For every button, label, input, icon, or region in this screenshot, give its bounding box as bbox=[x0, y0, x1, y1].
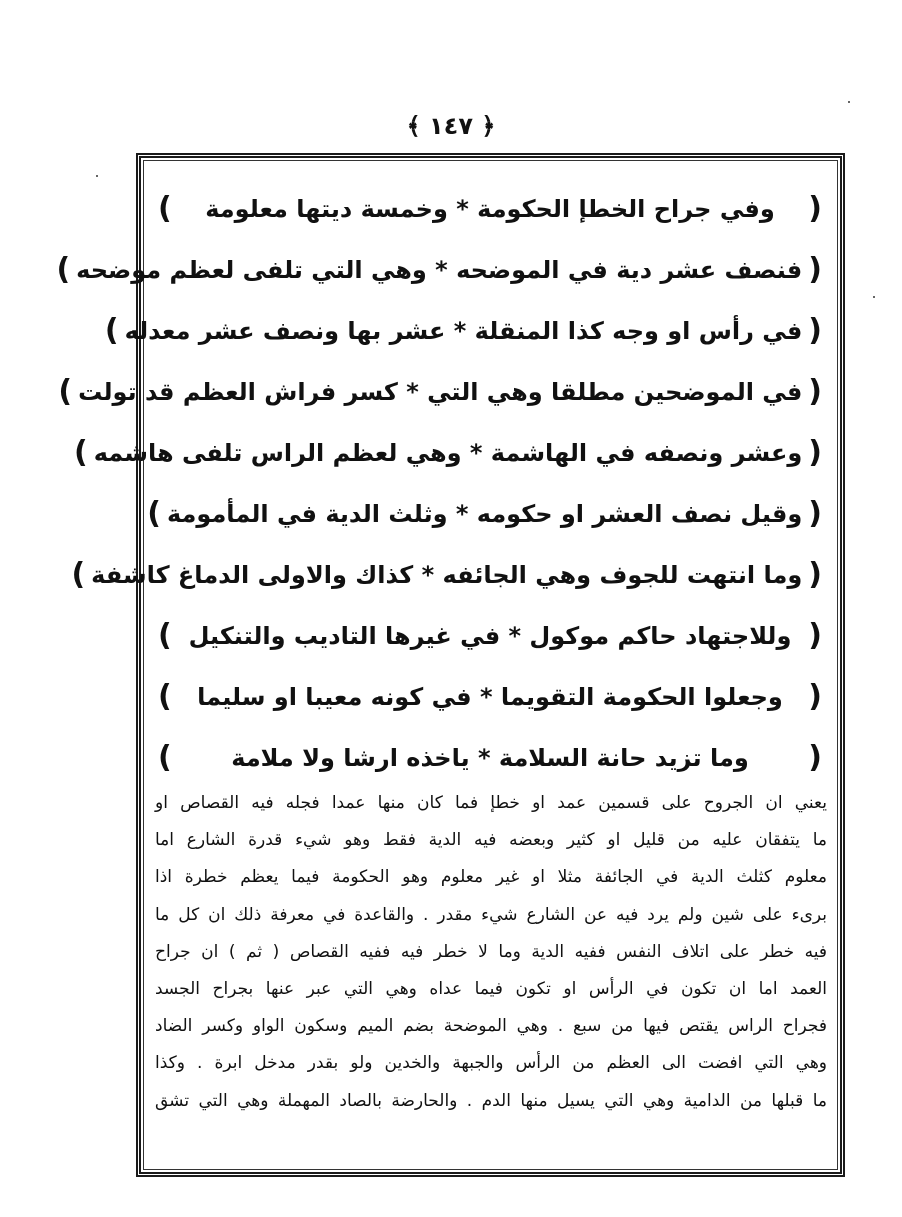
close-paren: ) bbox=[147, 496, 161, 531]
verse-block bbox=[56, 178, 830, 788]
commentary-line: يعني ان الجروح على قسمين عمد او خطإ فما كان منها عمدا فجله فيه القصاص او bbox=[155, 793, 827, 813]
close-paren: ) bbox=[158, 740, 172, 775]
page-number: ﴿ ١٤٧ ﴾ bbox=[406, 112, 496, 140]
verse-text: في الموضحين مطلقا وهي التي * كسر فراش العظم قد تولت bbox=[78, 377, 803, 406]
paper-speck bbox=[96, 175, 98, 177]
verse-line bbox=[71, 544, 830, 605]
close-paren: ) bbox=[158, 191, 172, 226]
commentary-line: فيه خطر على اتلاف النفس ففيه الدية وما لا خطر فيه ففيه القصاص ( ثم ) ان جراح bbox=[155, 941, 827, 962]
verse-text: وقيل نصف العشر او حكومه * وثلث الدية في المأمومة bbox=[166, 499, 803, 528]
open-paren: ( bbox=[808, 557, 822, 592]
paper-speck bbox=[848, 101, 850, 103]
verse-line bbox=[150, 666, 830, 727]
close-paren: ) bbox=[74, 435, 88, 470]
open-paren: ( bbox=[808, 191, 822, 226]
open-paren: ( bbox=[808, 496, 822, 531]
open-paren: ( bbox=[808, 374, 822, 409]
commentary-line: برىء على شين ولم يرد فيه عن الشارع شيء مقدر . والقاعدة في معرفة ذلك ان كل ما bbox=[155, 904, 827, 925]
close-paren: ) bbox=[158, 679, 172, 714]
commentary-line: وهي التي افضت الى العظم من الرأس والجبهة والخدين ولو بقدر مدخل ابرة . وكذا bbox=[155, 1053, 827, 1074]
verse-text: وما انتهت للجوف وهي الجائفه * كذاك والاولى الدماغ كاشفة bbox=[91, 560, 803, 589]
paper-speck bbox=[873, 296, 875, 298]
commentary-line: ما قبلها من الدامية وهي التي يسيل منها الدم . والحارضة بالصاد المهملة وهي التي تشق bbox=[155, 1090, 827, 1111]
close-paren: ) bbox=[71, 557, 86, 592]
verse-line bbox=[150, 727, 830, 788]
close-paren: ) bbox=[104, 313, 119, 348]
commentary-line: العمد اما ان تكون في الرأس او تكون فيما عداه وهي التي عبر عنها بجراح الجسد bbox=[155, 978, 827, 999]
verse-line bbox=[74, 422, 830, 483]
open-paren: ( bbox=[808, 740, 822, 775]
verse-text: فنصف عشر دية في الموضحه * وهي التي تلفى لعظم موضحه bbox=[76, 255, 803, 284]
close-paren: ) bbox=[58, 374, 73, 409]
commentary-line: فجراح الراس يقتص فيها من سبع . وهي الموضحة بضم الميم وسكون الواو وكسر الضاد bbox=[155, 1016, 827, 1037]
verse-line bbox=[58, 361, 830, 422]
open-paren: ( bbox=[808, 313, 822, 348]
verse-text: وفي جراح الخطإ الحكومة * وخمسة ديتها معلومة bbox=[205, 194, 775, 223]
open-paren: ( bbox=[808, 435, 822, 470]
verse-line bbox=[56, 239, 830, 300]
commentary-line: ما يتفقان عليه من قليل او كثير وبعضه فيه الدية فقط وهو شيء قدرة الشارع اما bbox=[155, 830, 827, 851]
verse-line bbox=[150, 178, 830, 239]
verse-line bbox=[147, 483, 830, 544]
open-paren: ( bbox=[808, 252, 822, 287]
open-paren: ( bbox=[808, 679, 822, 714]
verse-line bbox=[150, 605, 830, 666]
verse-line bbox=[104, 300, 830, 361]
verse-text: وما تزيد حانة السلامة * ياخذه ارشا ولا ملامة bbox=[231, 743, 749, 772]
verse-text: وعشر ونصفه في الهاشمة * وهي لعظم الراس تلفى هاشمه bbox=[93, 438, 803, 467]
open-paren: ( bbox=[808, 618, 822, 653]
close-paren: ) bbox=[56, 252, 71, 287]
close-paren: ) bbox=[158, 618, 172, 653]
verse-text: وللاجتهاد حاكم موكول * في غيرها التاديب والتنكيل bbox=[188, 621, 792, 650]
verse-text: في رأس او وجه كذا المنقلة * عشر بها ونصف عشر معدله bbox=[124, 316, 803, 345]
verse-text: وجعلوا الحكومة التقويما * في كونه معيبا او سليما bbox=[197, 682, 783, 711]
commentary-block bbox=[155, 785, 827, 1120]
commentary-line: معلوم كثلث الدية في الجائفة مثلا او غير معلوم وهو الحكومة فيما يعظم خطرة اذا bbox=[155, 867, 827, 888]
